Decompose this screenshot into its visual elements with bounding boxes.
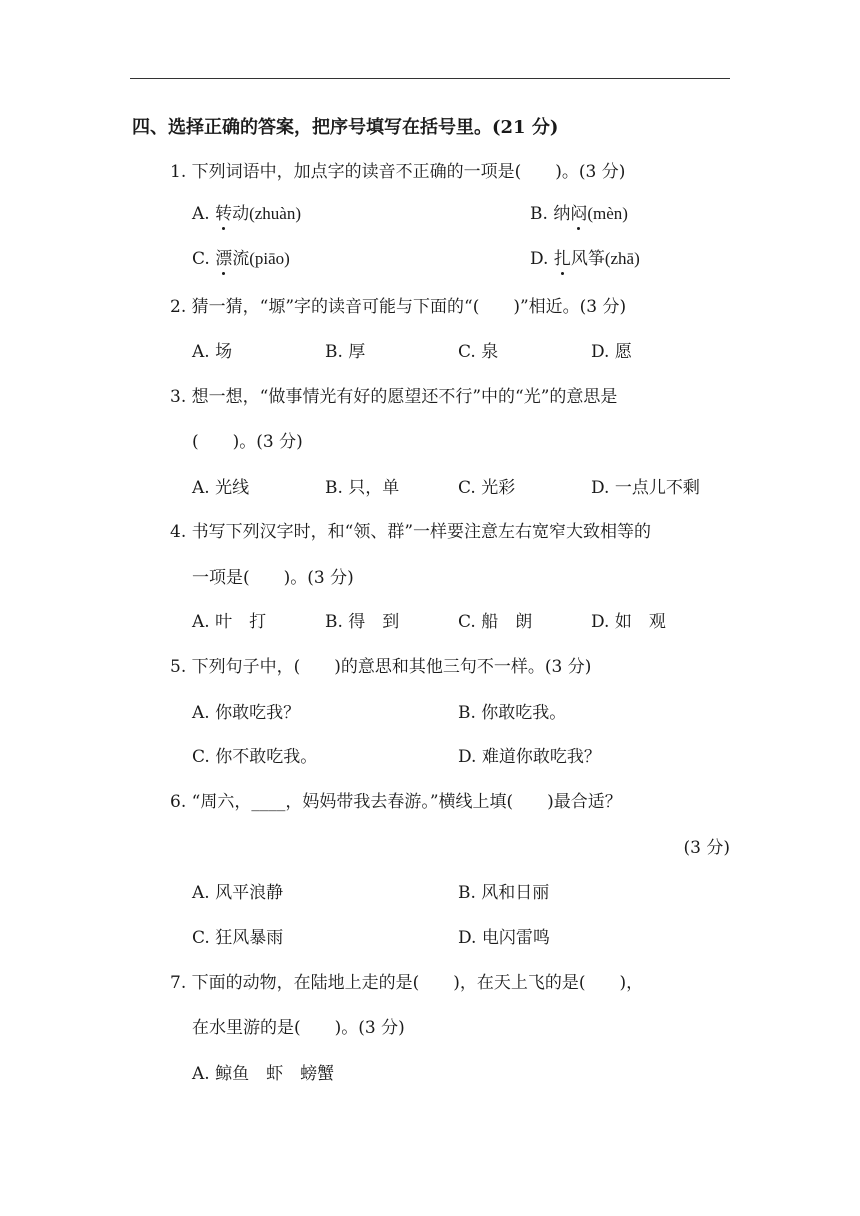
q4-option-a[interactable]: A. 叶 打 (192, 612, 267, 632)
question-3-stem-cont: ( )。(3 分) (192, 432, 303, 452)
dotted-char: 转 (215, 204, 233, 224)
option-label: B. (530, 204, 548, 224)
q5-option-a[interactable]: A. 你敢吃我？ (192, 703, 301, 723)
q3-option-b[interactable]: B. 只，单 (325, 478, 400, 498)
dotted-char: 闷 (570, 204, 588, 224)
section-title: 四、选择正确的答案，把序号填写在括号里。(21 分) (132, 117, 559, 138)
question-7-stem: 7. 下面的动物，在陆地上走的是( )，在天上飞的是( )， (170, 973, 644, 993)
q1-option-d[interactable]: D. 扎风筝(zhā) (530, 249, 640, 269)
question-4-stem-cont: 一项是( )。(3 分) (192, 568, 354, 588)
question-7-stem-cont: 在水里游的是( )。(3 分) (192, 1018, 405, 1038)
q1-option-c[interactable]: C. 漂流(piāo) (192, 249, 290, 269)
question-6-stem: 6. “周六，____，妈妈带我去春游。”横线上填( )最合适？ (170, 792, 622, 812)
q3-option-c[interactable]: C. 光彩 (458, 478, 516, 498)
q6-option-c[interactable]: C. 狂风暴雨 (192, 928, 284, 948)
q2-option-b[interactable]: B. 厚 (325, 342, 366, 362)
q2-option-a[interactable]: A. 场 (192, 342, 233, 362)
option-label: C. (192, 249, 210, 269)
question-3-stem: 3. 想一想，“做事情光有好的愿望还不行”中的“光”的意思是 (170, 387, 618, 407)
q3-option-d[interactable]: D. 一点儿不剩 (591, 478, 700, 498)
q5-option-b[interactable]: B. 你敢吃我。 (458, 703, 567, 723)
dotted-char: 扎 (553, 249, 571, 269)
q2-option-c[interactable]: C. 泉 (458, 342, 499, 362)
q3-option-a[interactable]: A. 光线 (192, 478, 250, 498)
q6-option-a[interactable]: A. 风平浪静 (192, 883, 284, 903)
question-6-score: (3 分) (683, 838, 730, 858)
q1-option-a[interactable]: A. 转动(zhuàn) (192, 204, 302, 224)
question-4-stem: 4. 书写下列汉字时，和“领、群”一样要注意左右宽窄大致相等的 (170, 522, 652, 542)
dotted-char: 漂 (215, 249, 233, 269)
question-5-stem: 5. 下列句子中，( )的意思和其他三句不一样。(3 分) (170, 657, 592, 677)
question-2-stem: 2. 猜一猜，“塬”字的读音可能与下面的“( )”相近。(3 分) (170, 297, 627, 317)
option-label: A. (192, 204, 210, 224)
q6-option-d[interactable]: D. 电闪雷鸣 (458, 928, 550, 948)
q6-option-b[interactable]: B. 风和日丽 (458, 883, 550, 903)
q7-option-a[interactable]: A. 鲸鱼 虾 螃蟹 (192, 1064, 335, 1084)
q5-option-c[interactable]: C. 你不敢吃我。 (192, 747, 318, 767)
q5-option-d[interactable]: D. 难道你敢吃我？ (458, 747, 601, 767)
q1-option-b[interactable]: B. 纳闷(mèn) (530, 204, 628, 224)
q4-option-c[interactable]: C. 船 朗 (458, 612, 533, 632)
top-rule (130, 78, 730, 79)
q4-option-b[interactable]: B. 得 到 (325, 612, 400, 632)
q2-option-d[interactable]: D. 愿 (591, 342, 632, 362)
question-1-stem: 1. 下列词语中，加点字的读音不正确的一项是( )。(3 分) (170, 162, 626, 182)
q4-option-d[interactable]: D. 如 观 (591, 612, 666, 632)
option-label: D. (530, 249, 549, 269)
